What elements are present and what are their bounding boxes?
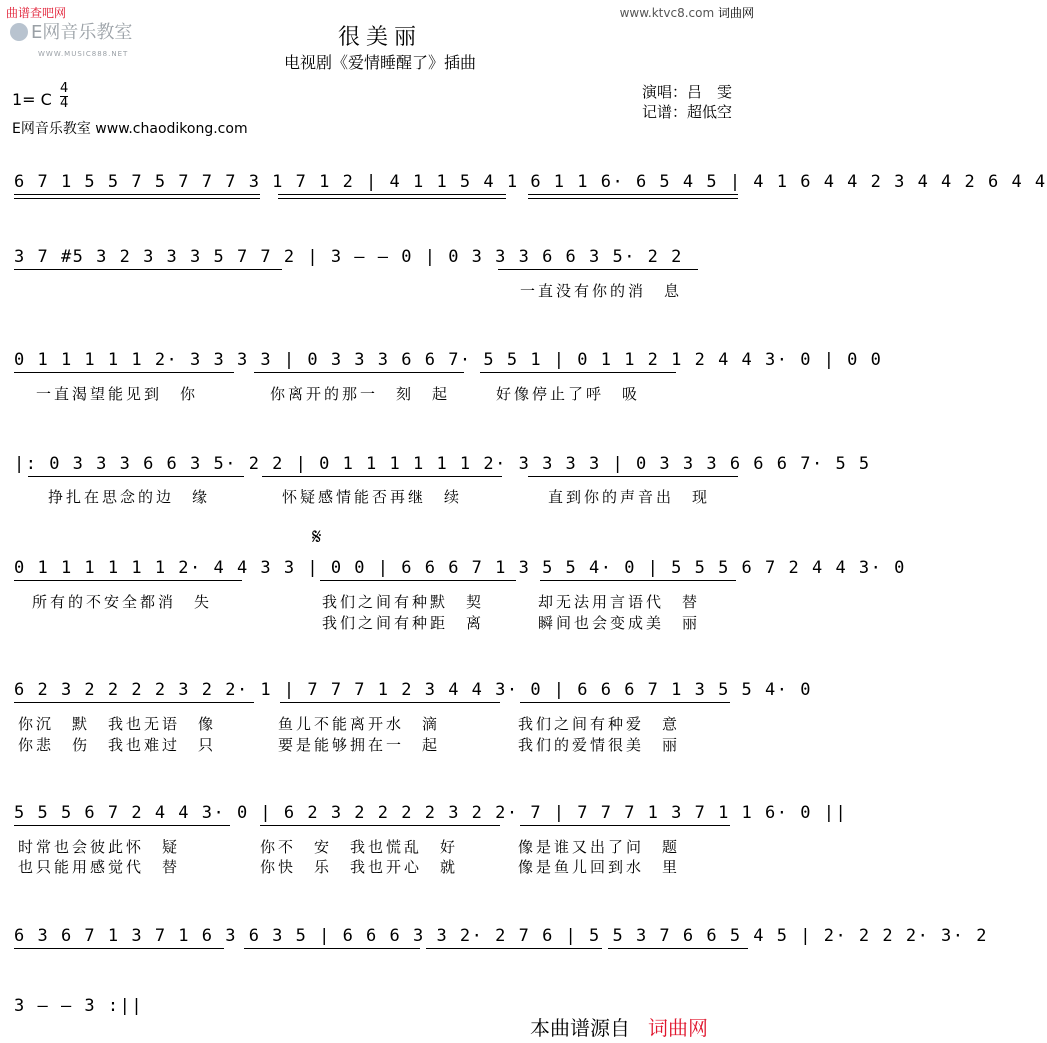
lyric-line: 一直渴望能见到 你 (36, 385, 199, 403)
lyric-line: 我们的爱情很美 丽 (518, 736, 681, 754)
watermark-site-name: 曲谱查吧网 (6, 6, 67, 20)
key-signature: 1= C (12, 90, 52, 109)
beam-row (14, 269, 750, 270)
singer: 演唱：吕 雯 (642, 83, 733, 101)
beam-row (14, 702, 750, 703)
score-line-1: 6 7 1 5 5 7 5 7 7 7 3 1 7 1 2 | 4 1 1 5 4 1 6 1 1 6· 6 5 4 5 | 4 1 6 4 4 2 3 4 4 2 6 4 4 (14, 172, 1047, 192)
lyric-line: 直到你的声音出 现 (548, 488, 711, 506)
lyric-line: 好像停止了呼 吸 (496, 385, 641, 403)
beam-row (14, 948, 750, 949)
lyric-line: 我们之间有种距 离 (322, 614, 485, 632)
watermark-top-right: www.ktvc8.com 词曲网 (619, 6, 754, 20)
score-line-3: 0 1 1 1 1 1 2· 3 3 3 3 | 0 3 3 3 6 6 7· 5 5 1 | 0 1 1 2 1 2 4 4 3· 0 | 0 0 (14, 350, 883, 370)
score-line-9: 3 — — 3 :|| (14, 996, 144, 1016)
lyric-line: 像是鱼儿回到水 里 (518, 858, 681, 876)
lyric-line: 你沉 默 我也无语 像 (18, 715, 217, 733)
lyric-line: 却无法用言语代 替 (538, 593, 701, 611)
beam-row (14, 580, 750, 581)
song-subtitle: 电视剧《爱情睡醒了》插曲 (283, 53, 476, 72)
lyric-line: 你悲 伤 我也难过 只 (18, 736, 217, 754)
lyric-line: 怀疑感情能否再继 续 (282, 488, 463, 506)
lyric-line: 我们之间有种爱 意 (518, 715, 681, 733)
lyric-line: 也只能用感觉代 替 (18, 858, 181, 876)
beam-row (14, 194, 750, 195)
source-site: E网音乐教室 www.chaodikong.com (12, 121, 248, 137)
beam-row (14, 825, 750, 826)
lyric-line: 你离开的那一 刻 起 (270, 385, 451, 403)
beam-row (14, 476, 750, 477)
footer-site-link[interactable]: 词曲网 (648, 1016, 708, 1040)
score-line-8: 6 3 6 7 1 3 7 1 6 3 6 3 5 | 6 6 6 3 3 2· 2 7 6 | 5 5 3 7 6 6 5 4 5 | 2· 2 2 2· 3· 2 (14, 926, 988, 946)
segno-sign: 𝄋 (312, 525, 322, 550)
watermark-url: WWW.MUSIC888.NET (38, 50, 129, 58)
lyric-line: 你快 乐 我也开心 就 (260, 858, 459, 876)
lyric-line: 要是能够拥在一 起 (278, 736, 441, 754)
lyric-line: 像是谁又出了问 题 (518, 838, 681, 856)
lyric-line: 挣扎在思念的边 缘 (48, 488, 211, 506)
score-line-2: 3 7 #5 3 2 3 3 3 5 7 7 2 | 3 — — 0 | 0 3 3 3 6 6 3 5· 2 2 (14, 247, 683, 267)
footer-source: 本曲谱源自 词曲网 (530, 1016, 708, 1040)
beam-row (14, 198, 750, 199)
score-line-6: 6 2 3 2 2 2 2 3 2 2· 1 | 7 7 7 1 2 3 4 4 3· 0 | 6 6 6 7 1 3 5 5 4· 0 (14, 680, 812, 700)
lyric-line: 时常也会彼此怀 疑 (18, 838, 181, 856)
lyric-line: 一直没有你的消 息 (520, 282, 683, 300)
lyric-line: 你不 安 我也慌乱 好 (260, 838, 459, 856)
lyric-line: 所有的不安全都消 失 (32, 593, 213, 611)
beam-row (14, 372, 750, 373)
time-signature: 4 4 (60, 81, 69, 111)
watermark-logo: E网音乐教室 (10, 18, 132, 44)
lyric-line: 我们之间有种默 契 (322, 593, 485, 611)
credits (642, 82, 732, 122)
lyric-line: 瞬间也会变成美 丽 (538, 614, 701, 632)
score-line-4: |: 0 3 3 3 6 6 3 5· 2 2 | 0 1 1 1 1 1 1 2· 3 3 3 3 | 0 3 3 3 6 6 6 7· 5 5 (14, 454, 871, 474)
song-title: 很美丽 (337, 25, 422, 50)
transcriber: 记谱：超低空 (642, 103, 733, 121)
score-line-7: 5 5 5 6 7 2 4 4 3· 0 | 6 2 3 2 2 2 2 3 2 2· 7 | 7 7 7 1 3 7 1 1 6· 0 || (14, 803, 848, 823)
lyric-line: 鱼儿不能离开水 滴 (278, 715, 441, 733)
score-line-5: 0 1 1 1 1 1 1 2· 4 4 3 3 | 0 0 | 6 6 6 7 1 3 5 5 4· 0 | 5 5 5 6 7 2 4 4 3· 0 (14, 558, 906, 578)
